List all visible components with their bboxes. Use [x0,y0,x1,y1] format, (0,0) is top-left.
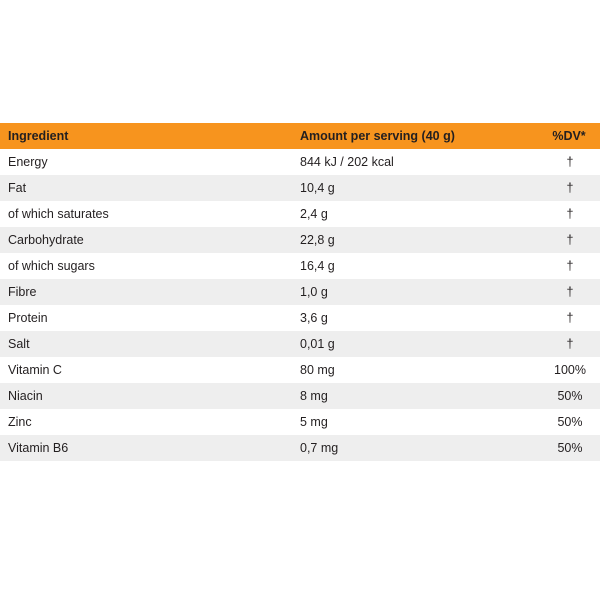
cell-daily-value: † [530,305,600,331]
cell-ingredient: Carbohydrate [0,227,300,253]
nutrition-facts-table [0,123,600,461]
cell-amount: 8 mg [300,383,530,409]
cell-daily-value: † [530,253,600,279]
table-row [0,201,600,227]
cell-ingredient: Fat [0,175,300,201]
cell-amount: 1,0 g [300,279,530,305]
cell-daily-value: † [530,279,600,305]
table-row [0,253,600,279]
cell-amount: 0,7 mg [300,435,530,461]
cell-daily-value: 50% [530,383,600,409]
cell-daily-value: † [530,227,600,253]
table-row [0,383,600,409]
cell-ingredient: of which saturates [0,201,300,227]
cell-amount: 80 mg [300,357,530,383]
cell-amount: 2,4 g [300,201,530,227]
column-header-ingredient: Ingredient [0,123,300,149]
cell-daily-value: 50% [530,409,600,435]
cell-daily-value: † [530,149,600,175]
table-header [0,123,600,149]
table-row [0,357,600,383]
cell-ingredient: Zinc [0,409,300,435]
table-header-row [0,123,600,149]
cell-amount: 3,6 g [300,305,530,331]
cell-amount: 22,8 g [300,227,530,253]
cell-ingredient: Fibre [0,279,300,305]
cell-daily-value: † [530,201,600,227]
column-header-amount: Amount per serving (40 g) [300,123,530,149]
table-row [0,409,600,435]
column-header-dv: %DV* [530,123,600,149]
cell-ingredient: Salt [0,331,300,357]
cell-daily-value: 50% [530,435,600,461]
cell-ingredient: Protein [0,305,300,331]
cell-amount: 0,01 g [300,331,530,357]
table-row [0,331,600,357]
table-row [0,435,600,461]
cell-daily-value: 100% [530,357,600,383]
cell-ingredient: Niacin [0,383,300,409]
cell-ingredient: Energy [0,149,300,175]
cell-amount: 844 kJ / 202 kcal [300,149,530,175]
cell-ingredient: of which sugars [0,253,300,279]
cell-daily-value: † [530,175,600,201]
table-row [0,227,600,253]
cell-amount: 10,4 g [300,175,530,201]
cell-ingredient: Vitamin C [0,357,300,383]
cell-amount: 5 mg [300,409,530,435]
table-row [0,279,600,305]
table-body [0,149,600,461]
table-row [0,305,600,331]
cell-amount: 16,4 g [300,253,530,279]
cell-ingredient: Vitamin B6 [0,435,300,461]
table-row [0,149,600,175]
table-row [0,175,600,201]
cell-daily-value: † [530,331,600,357]
